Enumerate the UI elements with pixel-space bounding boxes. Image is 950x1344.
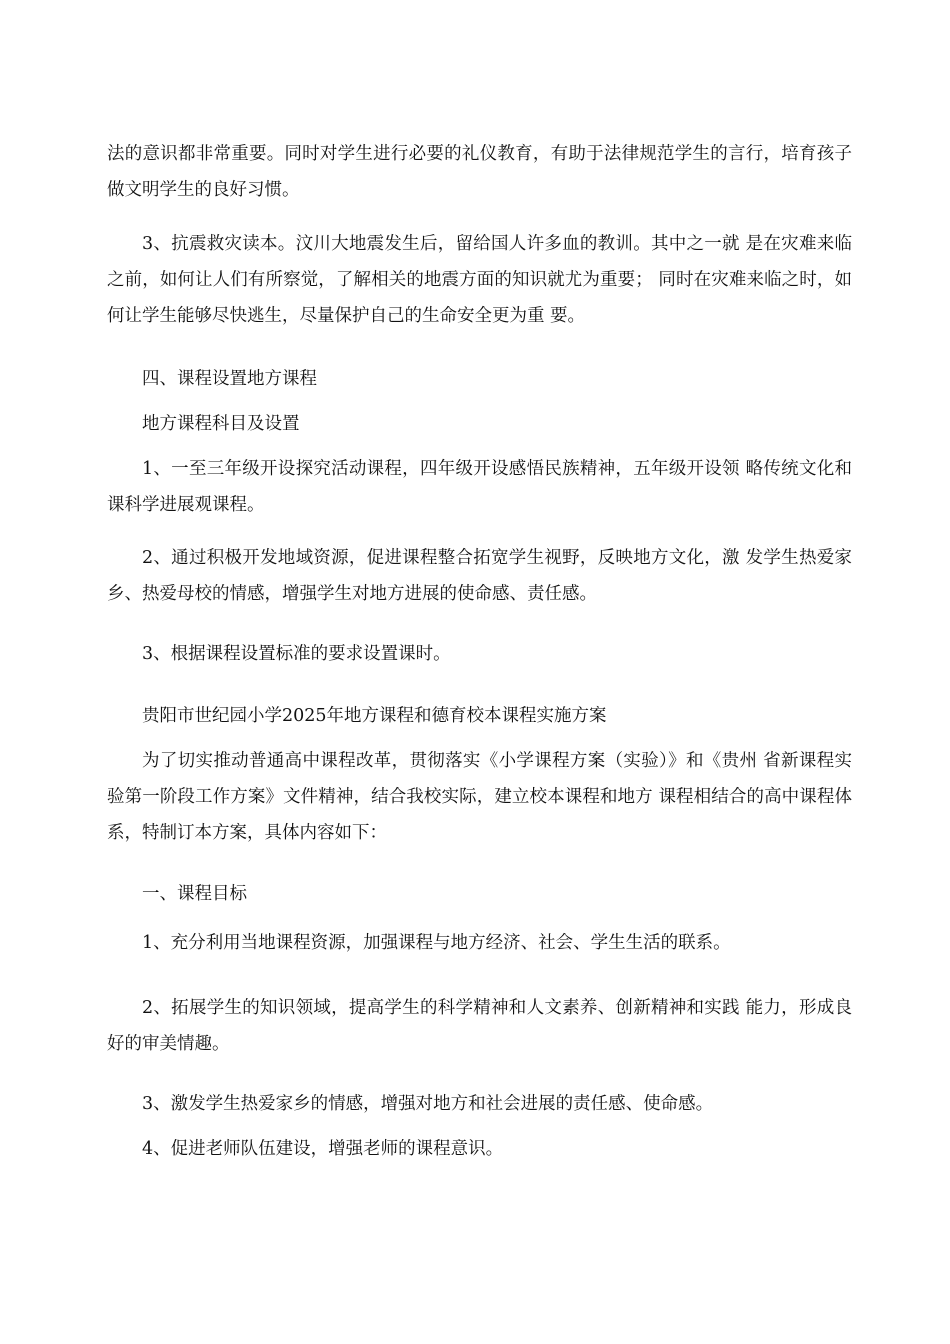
paragraph-local-resources: 2、通过积极开发地域资源，促进课程整合拓宽学生视野，反映地方文化，激 发学生热爱家乡、热爱母校的情感，增强学生对地方进展的使命感、责任感。 — [107, 548, 852, 604]
paragraph-earthquake-reader: 3、抗震救灾读本。汶川大地震发生后，留给国人许多血的教训。其中之一就 是在灾难来临之前，如何让人们有所察觉，了解相关的地震方面的知识就尤为重要； 同时在灾难来临之时，如何让学生能够尽快逃生，尽量保护自己的生命安全更为重 要。 — [107, 234, 852, 326]
paragraph-grade-courses: 1、一至三年级开设探究活动课程，四年级开设感悟民族精神，五年级开设领 略传统文化和课科学进展观课程。 — [107, 459, 852, 515]
heading-local-curriculum: 四、课程设置地方课程 — [142, 369, 317, 389]
heading-course-goals: 一、课程目标 — [142, 884, 247, 904]
goal-item-1: 1、充分利用当地课程资源，加强课程与地方经济、社会、学生生活的联系。 — [142, 933, 731, 953]
goal-item-4: 4、促进老师队伍建设，增强老师的课程意识。 — [142, 1139, 504, 1159]
paragraph-class-hours: 3、根据课程设置标准的要求设置课时。 — [142, 644, 451, 664]
paragraph-introduction: 为了切实推动普通高中课程改革，贯彻落实《小学课程方案（实验）》和《贵州 省新课程实验第一阶段工作方案》文件精神，结合我校实际，建立校本课程和地方 课程相结合的高中课程体系，特制订本方案，具体内容如下： — [107, 751, 852, 843]
document-title: 贵阳市世纪园小学2025年地方课程和德育校本课程实施方案 — [142, 706, 607, 726]
heading-subjects-setup: 地方课程科目及设置 — [142, 414, 300, 434]
paragraph-etiquette-education: 法的意识都非常重要。同时对学生进行必要的礼仪教育，有助于法律规范学生的言行，培育孩子做文明学生的良好习惯。 — [107, 144, 852, 200]
goal-item-2: 2、拓展学生的知识领域，提高学生的科学精神和人文素养、创新精神和实践 能力，形成良好的审美情趣。 — [107, 998, 852, 1054]
goal-item-3: 3、激发学生热爱家乡的情感，增强对地方和社会进展的责任感、使命感。 — [142, 1094, 714, 1114]
